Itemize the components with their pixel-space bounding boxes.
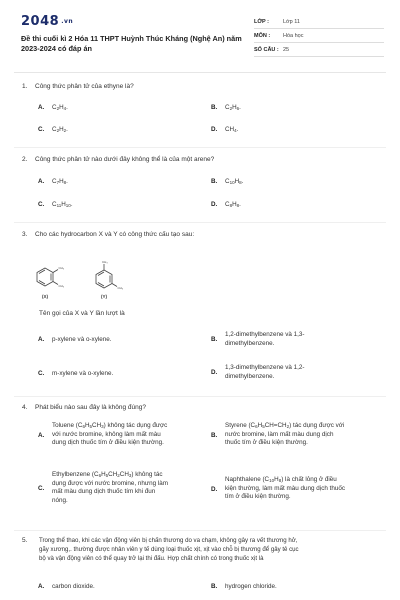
header-divider xyxy=(14,72,386,73)
meta-row-subject xyxy=(254,29,384,43)
option-letter: C. xyxy=(38,370,45,377)
svg-text:CH₃: CH₃ xyxy=(102,260,108,264)
q4-option-c[interactable] xyxy=(38,471,208,507)
option-text: 1,3-dimethylbenzene và 1,2- dimethylbenzene. xyxy=(225,364,305,380)
meta-value: Hóa học xyxy=(283,32,304,39)
option-text: $C_2H_4$. xyxy=(52,104,68,111)
question-4 xyxy=(22,403,382,412)
site-logo[interactable] xyxy=(21,14,73,29)
option-letter: D. xyxy=(211,368,218,376)
option-letter: B. xyxy=(211,583,218,590)
option-letter: A. xyxy=(38,431,45,439)
option-text: $C_8H_8$. xyxy=(225,201,241,208)
question-2 xyxy=(22,155,382,164)
structure-y-icon xyxy=(96,260,124,290)
option-text: $CH_4$. xyxy=(225,126,239,133)
option-text: $C_2H_2$. xyxy=(52,126,68,133)
option-text: $C_2H_6$. xyxy=(225,104,241,111)
question-text: Phát biểu nào sau đây là không đúng? xyxy=(35,404,146,411)
structural-formulas xyxy=(34,258,154,303)
structure-figure xyxy=(34,258,154,303)
svg-text:CH₃: CH₃ xyxy=(58,284,65,288)
option-letter: B. xyxy=(211,431,218,439)
option-text: carbon dioxide. xyxy=(52,583,95,590)
question-divider xyxy=(14,530,386,531)
option-letter: B. xyxy=(211,178,218,185)
structure-y-label: (Y) xyxy=(101,294,107,299)
option-letter: C. xyxy=(38,484,45,492)
svg-text:CH₃: CH₃ xyxy=(58,266,65,270)
meta-value: Lớp 11 xyxy=(283,18,300,25)
option-letter: B. xyxy=(211,104,218,111)
question-number: 1. xyxy=(22,83,28,90)
option-text: 1,2-dimethylbenzene và 1,3- dimethylbenzene. xyxy=(225,331,305,347)
option-text: m-xylene và o-xylene. xyxy=(52,370,114,377)
meta-key: LỚP : xyxy=(254,18,269,25)
question-text: Công thức phân tử của ethyne là? xyxy=(35,83,134,90)
option-text: $C_{10}H_8$. xyxy=(225,178,244,185)
option-text: Styrene $(C_6H_5CH=CH_2)$ tác dụng được với nước bromine, làm mất màu dung dịch thuốc tím ở điều kiện thường. xyxy=(225,422,345,446)
q4-option-a[interactable] xyxy=(38,422,208,449)
option-text: p-xylene và o-xylene. xyxy=(52,336,112,343)
q4-option-d[interactable] xyxy=(211,476,381,503)
document-title: Đề thi cuối kì 2 Hóa 11 THPT Huỳnh Thúc Kháng (Nghệ An) năm 2023-2024 có đáp án xyxy=(21,34,242,53)
option-text: Ethylbenzene $(C_6H_5CH_2CH_3)$ không tác dụng được với nước bromine, nhưng làm mất màu dung dịch thuốc tím khi đun nóng. xyxy=(52,471,169,504)
meta-row-count xyxy=(254,43,384,57)
option-text: $C_7H_8$. xyxy=(52,178,68,185)
structure-x-icon xyxy=(37,266,65,288)
question-5 xyxy=(22,536,382,563)
question-text: Trong thể thao, khi các vận động viên bị chấn thương do va chạm, không gây ra vết thương hở, gãy xương,. thường được nhân viên y tế dùng loại thuốc xịt, xịt vào chỗ bị thương để gây tê cục bộ và vận động viên có thể quay trở lại thi đấu. Hợp chất chính có trong thuốc xịt là xyxy=(39,537,299,562)
option-letter: C. xyxy=(38,201,45,208)
question-divider xyxy=(14,396,386,397)
question-1 xyxy=(22,82,382,91)
question-3 xyxy=(22,230,382,239)
question-number: 2. xyxy=(22,156,28,163)
logo-suffix: .vn xyxy=(61,18,74,25)
exam-meta xyxy=(254,15,384,57)
question-divider xyxy=(14,222,386,223)
option-text: Naphthalene $(C_{10}H_8)$ là chất lỏng ở điều kiện thường, làm mất màu dung dịch thuốc tím ở điều kiện thường. xyxy=(225,476,346,500)
logo-text: 2048 xyxy=(21,14,60,29)
question-number: 5. xyxy=(22,537,28,544)
option-letter: A. xyxy=(38,104,45,111)
question-text: Cho các hydrocarbon X và Y có công thức cấu tạo sau: xyxy=(35,231,195,238)
meta-value: 25 xyxy=(283,46,290,53)
option-letter: D. xyxy=(211,201,218,208)
meta-key: MÔN : xyxy=(254,32,271,39)
question-number: 4. xyxy=(22,404,28,411)
option-text: Toluene $(C_6H_5CH_3)$ không tác dụng được với nước bromine, không làm mất màu dung dịch thuốc tím ở điều kiện thường. xyxy=(52,422,168,446)
option-text: hydrogen chloride. xyxy=(225,583,277,590)
q3-option-b[interactable] xyxy=(211,331,371,349)
question-text: Công thức phân tử nào dưới đây không thể là của một arene? xyxy=(35,156,215,163)
option-letter: C. xyxy=(38,126,45,133)
option-letter: A. xyxy=(38,583,45,590)
option-letter: D. xyxy=(211,126,218,133)
svg-text:CH₃: CH₃ xyxy=(117,286,124,290)
structure-x-label: (X) xyxy=(42,294,48,299)
meta-key: SỐ CÂU : xyxy=(254,46,279,53)
question-divider xyxy=(14,147,386,148)
option-letter: D. xyxy=(211,485,218,493)
q4-option-b[interactable] xyxy=(211,422,381,449)
option-letter: A. xyxy=(38,336,45,343)
option-letter: B. xyxy=(211,335,218,343)
q3-option-d[interactable] xyxy=(211,364,371,382)
option-letter: A. xyxy=(38,178,45,185)
question-number: 3. xyxy=(22,231,28,238)
question-3-subtext: Tên gọi của X và Y lần lượt là xyxy=(39,310,125,317)
option-text: $C_{11}H_{10}$. xyxy=(52,201,73,208)
meta-row-class xyxy=(254,15,384,29)
